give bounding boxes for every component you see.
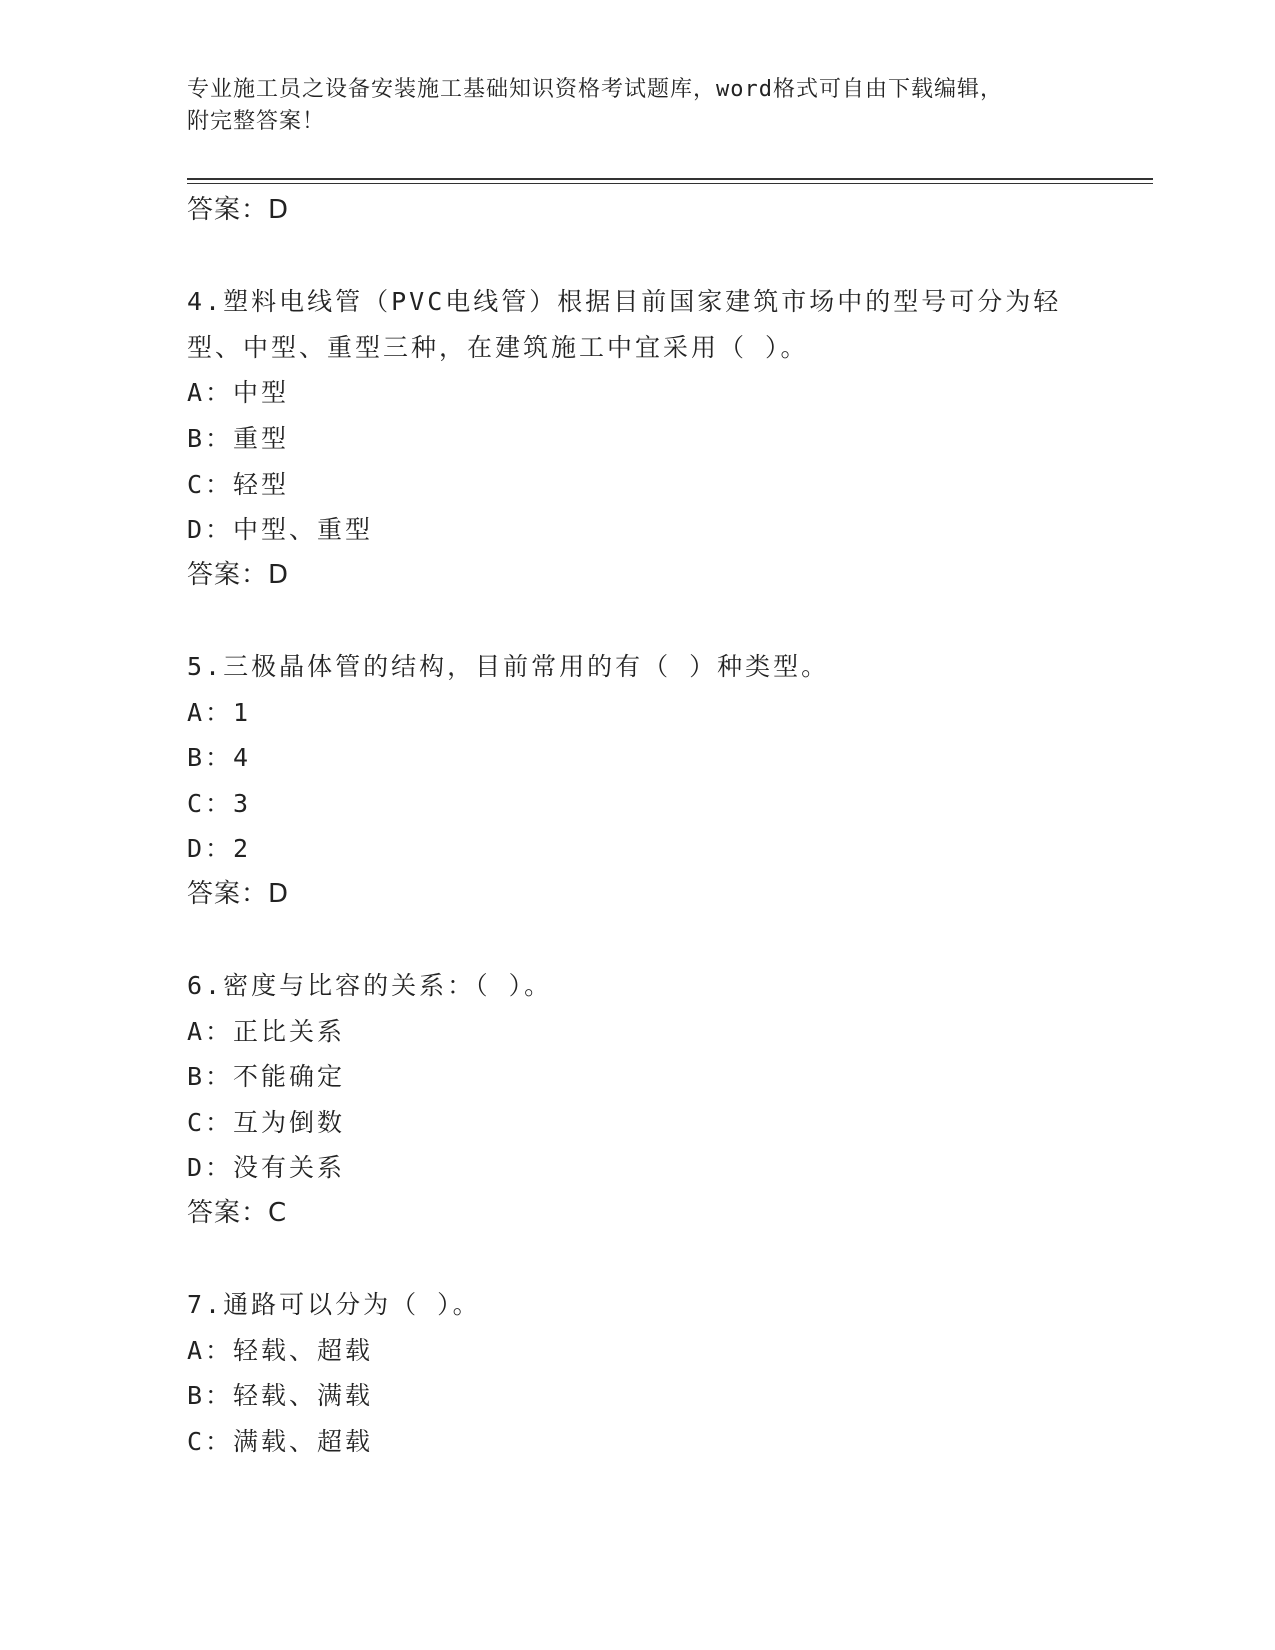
- question-stem: 6.密度与比容的关系：（ ）。: [187, 971, 553, 1001]
- header-line-1: 专业施工员之设备安装施工基础知识资格考试题库，word格式可自由下载编辑，: [187, 77, 1003, 102]
- option-a: A：中型: [187, 378, 290, 408]
- answer-line: 答案：D: [187, 195, 290, 225]
- option-b: B：重型: [187, 423, 290, 453]
- document-header: [187, 74, 1087, 138]
- question-stem: 5.三极晶体管的结构，目前常用的有（ ）种类型。: [187, 651, 830, 681]
- option-b: B：不能确定: [187, 1062, 346, 1092]
- question-block: [187, 963, 1087, 1237]
- answer-line: 答案：C: [187, 1198, 288, 1229]
- option-a: A：1: [187, 697, 252, 727]
- option-c: C：互为倒数: [187, 1107, 346, 1137]
- option-c: C：3: [187, 788, 252, 818]
- header-line-2: 附完整答案！: [187, 109, 326, 134]
- header-divider-thin: [187, 183, 1153, 184]
- question-stem: 4.塑料电线管（PVC电线管）根据目前国家建筑市场中的型号可分为轻: [187, 287, 1062, 317]
- option-a: A：轻载、超载: [187, 1335, 374, 1365]
- question-block: [187, 1282, 1087, 1464]
- option-d: D：2: [187, 834, 252, 864]
- option-c: C：满载、超载: [187, 1427, 374, 1457]
- spacer: [187, 234, 1087, 280]
- question-stem: 7.通路可以分为（ ）。: [187, 1290, 481, 1320]
- answer-line: 答案：D: [187, 559, 290, 590]
- question-stem-continued: 型、中型、重型三种，在建筑施工中宜采用（ ）。: [187, 332, 809, 362]
- answer-line: 答案：D: [187, 878, 290, 909]
- question-block: [187, 644, 1087, 918]
- spacer: [187, 918, 1087, 964]
- option-c: C：轻型: [187, 469, 290, 499]
- option-b: B：4: [187, 743, 252, 773]
- option-d: D：没有关系: [187, 1153, 346, 1183]
- spacer: [187, 598, 1087, 644]
- option-d: D：中型、重型: [187, 515, 374, 545]
- spacer: [187, 1237, 1087, 1283]
- header-divider-thick: [187, 178, 1153, 180]
- question-block: [187, 279, 1087, 598]
- option-b: B：轻载、满载: [187, 1381, 374, 1411]
- question-list: [187, 188, 1087, 1465]
- option-a: A：正比关系: [187, 1016, 346, 1046]
